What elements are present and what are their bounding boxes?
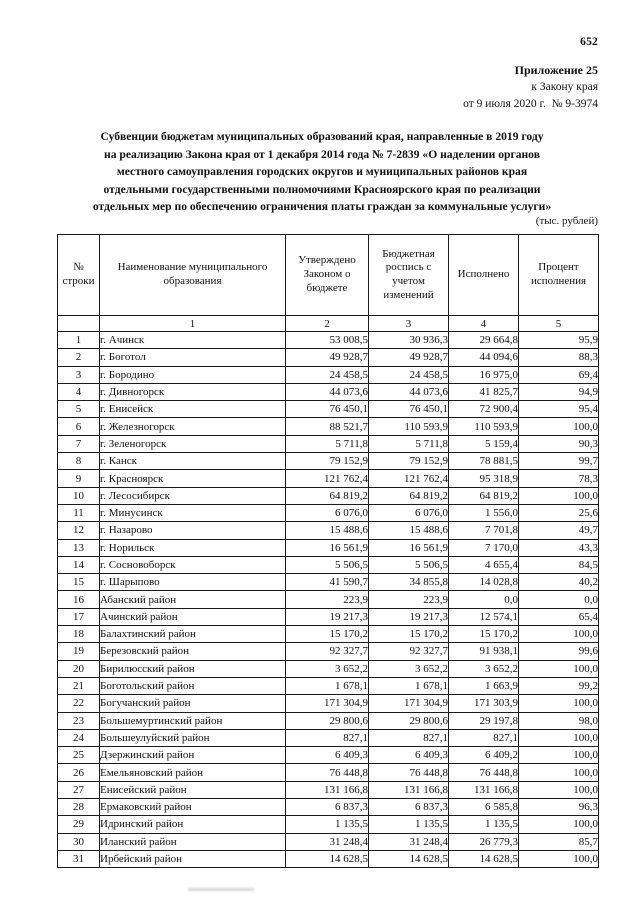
row-number-cell: 31: [58, 850, 100, 867]
approved-cell: 76 450,1: [286, 401, 369, 418]
executed-cell: 14 028,8: [449, 574, 519, 591]
schedule-cell: 19 217,3: [369, 608, 449, 625]
row-number-cell: 15: [58, 574, 100, 591]
row-number-cell: 26: [58, 764, 100, 781]
table-row: [58, 591, 599, 608]
percent-cell: 100,0: [519, 626, 599, 643]
document-title-line-3: местного самоуправления городских округов и муниципальных районов края: [116, 165, 528, 179]
schedule-cell: 31 248,4: [369, 833, 449, 850]
schedule-cell: 76 450,1: [369, 401, 449, 418]
percent-cell: 99,2: [519, 677, 599, 694]
percent-cell: 100,0: [519, 850, 599, 867]
row-number-cell: 13: [58, 539, 100, 556]
percent-cell: 99,7: [519, 453, 599, 470]
executed-cell: 1 135,5: [449, 816, 519, 833]
table-row: [58, 504, 599, 521]
table-row: [58, 522, 599, 539]
schedule-cell: 131 166,8: [369, 781, 449, 798]
municipality-cell: г. Боготол: [100, 349, 286, 366]
executed-cell: 6 409,2: [449, 747, 519, 764]
table-row: [58, 383, 599, 400]
municipality-cell: Ермаковский район: [100, 799, 286, 816]
approved-cell: 53 008,5: [286, 332, 369, 349]
column-number-row: [58, 316, 599, 332]
table-row: [58, 608, 599, 625]
municipality-cell: г. Бородино: [100, 366, 286, 383]
executed-cell: 4 655,4: [449, 556, 519, 573]
municipality-cell: г. Сосновоборск: [100, 556, 286, 573]
municipality-cell: г. Лесосибирск: [100, 487, 286, 504]
row-number-cell: 14: [58, 556, 100, 573]
executed-cell: 78 881,5: [449, 453, 519, 470]
executed-cell: 3 652,2: [449, 660, 519, 677]
executed-cell: 29 664,8: [449, 332, 519, 349]
row-number-cell: 23: [58, 712, 100, 729]
schedule-cell: 1 135,5: [369, 816, 449, 833]
executed-cell: 171 303,9: [449, 695, 519, 712]
municipality-cell: г. Красноярск: [100, 470, 286, 487]
percent-cell: 100,0: [519, 729, 599, 746]
table-header: [58, 235, 599, 316]
executed-cell: 64 819,2: [449, 487, 519, 504]
approved-cell: 44 073,6: [286, 383, 369, 400]
municipality-cell: Богучанский район: [100, 695, 286, 712]
header-approved: Утверждено Законом о бюджете: [286, 235, 369, 316]
municipality-cell: Бирилюсский район: [100, 660, 286, 677]
row-number-cell: 17: [58, 608, 100, 625]
percent-cell: 99,6: [519, 643, 599, 660]
municipality-cell: Большемуртинский район: [100, 712, 286, 729]
row-number-cell: 24: [58, 729, 100, 746]
table-row: [58, 695, 599, 712]
approved-cell: 131 166,8: [286, 781, 369, 798]
municipality-cell: г. Минусинск: [100, 504, 286, 521]
executed-cell: 44 094,6: [449, 349, 519, 366]
percent-cell: 25,6: [519, 504, 599, 521]
municipality-cell: Идринский район: [100, 816, 286, 833]
document-title-line-4: отдельными государственными полномочиями Красноярского края по реализации: [103, 182, 541, 196]
percent-cell: 100,0: [519, 747, 599, 764]
municipality-cell: Дзержинский район: [100, 747, 286, 764]
appendix-reference-block: [463, 62, 598, 113]
table-row: [58, 487, 599, 504]
municipality-cell: Иланский район: [100, 833, 286, 850]
percent-cell: 100,0: [519, 660, 599, 677]
approved-cell: 76 448,8: [286, 764, 369, 781]
row-number-cell: 6: [58, 418, 100, 435]
executed-cell: 91 938,1: [449, 643, 519, 660]
table-row: [58, 833, 599, 850]
table-row: [58, 401, 599, 418]
approved-cell: 41 590,7: [286, 574, 369, 591]
table-row: [58, 349, 599, 366]
schedule-cell: 15 488,6: [369, 522, 449, 539]
municipality-cell: г. Железногорск: [100, 418, 286, 435]
executed-cell: 95 318,9: [449, 470, 519, 487]
row-number-cell: 16: [58, 591, 100, 608]
approved-cell: 79 152,9: [286, 453, 369, 470]
table-row: [58, 747, 599, 764]
schedule-cell: 92 327,7: [369, 643, 449, 660]
row-number-cell: 18: [58, 626, 100, 643]
appendix-title: Приложение 25: [514, 63, 598, 77]
row-number-cell: 27: [58, 781, 100, 798]
schedule-cell: 171 304,9: [369, 695, 449, 712]
table-row: [58, 435, 599, 452]
table-row: [58, 418, 599, 435]
approved-cell: 92 327,7: [286, 643, 369, 660]
table-row: [58, 453, 599, 470]
document-title: [52, 128, 592, 216]
schedule-cell: 24 458,5: [369, 366, 449, 383]
row-number-cell: 21: [58, 677, 100, 694]
percent-cell: 84,5: [519, 556, 599, 573]
approved-cell: 88 521,7: [286, 418, 369, 435]
table-header-row: [58, 235, 599, 316]
executed-cell: 5 159,4: [449, 435, 519, 452]
municipality-cell: Ирбейский район: [100, 850, 286, 867]
approved-cell: 14 628,5: [286, 850, 369, 867]
percent-cell: 100,0: [519, 418, 599, 435]
approved-cell: 1 678,1: [286, 677, 369, 694]
table-row: [58, 712, 599, 729]
percent-cell: 49,7: [519, 522, 599, 539]
table-row: [58, 729, 599, 746]
column-number-1: 1: [100, 316, 286, 332]
table-row: [58, 626, 599, 643]
municipality-cell: г. Енисейск: [100, 401, 286, 418]
column-number-5: 5: [519, 316, 599, 332]
percent-cell: 100,0: [519, 816, 599, 833]
column-number-0: [58, 316, 100, 332]
approved-cell: 19 217,3: [286, 608, 369, 625]
table-row: [58, 816, 599, 833]
approved-cell: 1 135,5: [286, 816, 369, 833]
executed-cell: 0,0: [449, 591, 519, 608]
column-number-4: 4: [449, 316, 519, 332]
executed-cell: 131 166,8: [449, 781, 519, 798]
schedule-cell: 64 819,2: [369, 487, 449, 504]
table-row: [58, 764, 599, 781]
table-row: [58, 660, 599, 677]
subventions-table: [57, 234, 599, 868]
schedule-cell: 44 073,6: [369, 383, 449, 400]
municipality-cell: Емельяновский район: [100, 764, 286, 781]
row-number-cell: 12: [58, 522, 100, 539]
row-number-cell: 10: [58, 487, 100, 504]
schedule-cell: 6 409,3: [369, 747, 449, 764]
municipality-cell: г. Шарыпово: [100, 574, 286, 591]
approved-cell: 24 458,5: [286, 366, 369, 383]
percent-cell: 98,0: [519, 712, 599, 729]
executed-cell: 15 170,2: [449, 626, 519, 643]
row-number-cell: 8: [58, 453, 100, 470]
header-municipality: Наименование муниципального образования: [100, 235, 286, 316]
executed-cell: 110 593,9: [449, 418, 519, 435]
percent-cell: 90,3: [519, 435, 599, 452]
appendix-law-date: от 9 июля 2020 г. № 9-3974: [463, 98, 598, 111]
municipality-cell: Большеулуйский район: [100, 729, 286, 746]
column-number-section: [58, 316, 599, 332]
municipality-cell: Боготольский район: [100, 677, 286, 694]
percent-cell: 94,9: [519, 383, 599, 400]
approved-cell: 171 304,9: [286, 695, 369, 712]
percent-cell: 100,0: [519, 487, 599, 504]
executed-cell: 7 701,8: [449, 522, 519, 539]
table-row: [58, 850, 599, 867]
table-row: [58, 332, 599, 349]
document-title-line-1: Субвенции бюджетам муниципальных образований края, направленные в 2019 году: [100, 130, 544, 143]
executed-cell: 6 585,8: [449, 799, 519, 816]
schedule-cell: 5 506,5: [369, 556, 449, 573]
row-number-cell: 25: [58, 747, 100, 764]
column-number-2: 2: [286, 316, 369, 332]
row-number-cell: 4: [58, 383, 100, 400]
municipality-cell: Абанский район: [100, 591, 286, 608]
scan-artifact: [188, 888, 254, 891]
row-number-cell: 5: [58, 401, 100, 418]
row-number-cell: 7: [58, 435, 100, 452]
municipality-cell: Балахтинский район: [100, 626, 286, 643]
municipality-cell: г. Канск: [100, 453, 286, 470]
schedule-cell: 49 928,7: [369, 349, 449, 366]
approved-cell: 121 762,4: [286, 470, 369, 487]
percent-cell: 65,4: [519, 608, 599, 625]
percent-cell: 43,3: [519, 539, 599, 556]
schedule-cell: 223,9: [369, 591, 449, 608]
percent-cell: 100,0: [519, 764, 599, 781]
approved-cell: 31 248,4: [286, 833, 369, 850]
page-number: 652: [580, 36, 598, 48]
executed-cell: 1 663,9: [449, 677, 519, 694]
schedule-cell: 15 170,2: [369, 626, 449, 643]
row-number-cell: 11: [58, 504, 100, 521]
row-number-cell: 22: [58, 695, 100, 712]
schedule-cell: 79 152,9: [369, 453, 449, 470]
percent-cell: 85,7: [519, 833, 599, 850]
percent-cell: 100,0: [519, 695, 599, 712]
executed-cell: 29 197,8: [449, 712, 519, 729]
table-row: [58, 574, 599, 591]
approved-cell: 5 711,8: [286, 435, 369, 452]
table-row: [58, 643, 599, 660]
municipality-cell: г. Норильск: [100, 539, 286, 556]
row-number-cell: 20: [58, 660, 100, 677]
approved-cell: 15 488,6: [286, 522, 369, 539]
table-row: [58, 539, 599, 556]
executed-cell: 14 628,5: [449, 850, 519, 867]
schedule-cell: 3 652,2: [369, 660, 449, 677]
schedule-cell: 110 593,9: [369, 418, 449, 435]
municipality-cell: Енисейский район: [100, 781, 286, 798]
header-schedule: Бюджетная роспись с учетом изменений: [369, 235, 449, 316]
row-number-cell: 3: [58, 366, 100, 383]
table-row: [58, 366, 599, 383]
approved-cell: 15 170,2: [286, 626, 369, 643]
executed-cell: 72 900,4: [449, 401, 519, 418]
percent-cell: 69,4: [519, 366, 599, 383]
schedule-cell: 34 855,8: [369, 574, 449, 591]
municipality-cell: г. Назарово: [100, 522, 286, 539]
municipality-cell: г. Ачинск: [100, 332, 286, 349]
schedule-cell: 30 936,3: [369, 332, 449, 349]
document-title-line-2: на реализацию Закона края от 1 декабря 2014 года № 7-2839 «О наделении органов: [104, 147, 540, 161]
approved-cell: 49 928,7: [286, 349, 369, 366]
row-number-cell: 9: [58, 470, 100, 487]
table-body: [58, 332, 599, 868]
approved-cell: 6 409,3: [286, 747, 369, 764]
header-row-number: № строки: [58, 235, 100, 316]
executed-cell: 827,1: [449, 729, 519, 746]
municipality-cell: г. Дивногорск: [100, 383, 286, 400]
row-number-cell: 28: [58, 799, 100, 816]
municipality-cell: г. Зеленогорск: [100, 435, 286, 452]
schedule-cell: 827,1: [369, 729, 449, 746]
executed-cell: 26 779,3: [449, 833, 519, 850]
schedule-cell: 16 561,9: [369, 539, 449, 556]
approved-cell: 3 652,2: [286, 660, 369, 677]
header-percent: Процент исполнения: [519, 235, 599, 316]
header-executed: Исполнено: [449, 235, 519, 316]
approved-cell: 64 819,2: [286, 487, 369, 504]
percent-cell: 78,3: [519, 470, 599, 487]
table-row: [58, 677, 599, 694]
row-number-cell: 1: [58, 332, 100, 349]
approved-cell: 16 561,9: [286, 539, 369, 556]
schedule-cell: 29 800,6: [369, 712, 449, 729]
table-row: [58, 556, 599, 573]
approved-cell: 5 506,5: [286, 556, 369, 573]
schedule-cell: 14 628,5: [369, 850, 449, 867]
executed-cell: 12 574,1: [449, 608, 519, 625]
schedule-cell: 6 837,3: [369, 799, 449, 816]
percent-cell: 95,9: [519, 332, 599, 349]
executed-cell: 76 448,8: [449, 764, 519, 781]
column-number-3: 3: [369, 316, 449, 332]
percent-cell: 96,3: [519, 799, 599, 816]
units-note: (тыс. рублей): [535, 215, 598, 227]
table-row: [58, 799, 599, 816]
schedule-cell: 1 678,1: [369, 677, 449, 694]
schedule-cell: 121 762,4: [369, 470, 449, 487]
percent-cell: 95,4: [519, 401, 599, 418]
approved-cell: 29 800,6: [286, 712, 369, 729]
subventions-table-container: [57, 234, 598, 868]
approved-cell: 223,9: [286, 591, 369, 608]
schedule-cell: 76 448,8: [369, 764, 449, 781]
percent-cell: 88,3: [519, 349, 599, 366]
municipality-cell: Березовский район: [100, 643, 286, 660]
approved-cell: 827,1: [286, 729, 369, 746]
schedule-cell: 5 711,8: [369, 435, 449, 452]
executed-cell: 41 825,7: [449, 383, 519, 400]
percent-cell: 40,2: [519, 574, 599, 591]
appendix-law-reference: к Закону края: [531, 81, 598, 94]
executed-cell: 7 170,0: [449, 539, 519, 556]
document-title-line-5: отдельных мер по обеспечению ограничения платы граждан за коммунальные услуги»: [92, 200, 552, 214]
schedule-cell: 6 076,0: [369, 504, 449, 521]
approved-cell: 6 837,3: [286, 799, 369, 816]
municipality-cell: Ачинский район: [100, 608, 286, 625]
table-row: [58, 470, 599, 487]
table-row: [58, 781, 599, 798]
executed-cell: 16 975,0: [449, 366, 519, 383]
percent-cell: 0,0: [519, 591, 599, 608]
row-number-cell: 19: [58, 643, 100, 660]
approved-cell: 6 076,0: [286, 504, 369, 521]
row-number-cell: 2: [58, 349, 100, 366]
percent-cell: 100,0: [519, 781, 599, 798]
executed-cell: 1 556,0: [449, 504, 519, 521]
row-number-cell: 29: [58, 816, 100, 833]
row-number-cell: 30: [58, 833, 100, 850]
